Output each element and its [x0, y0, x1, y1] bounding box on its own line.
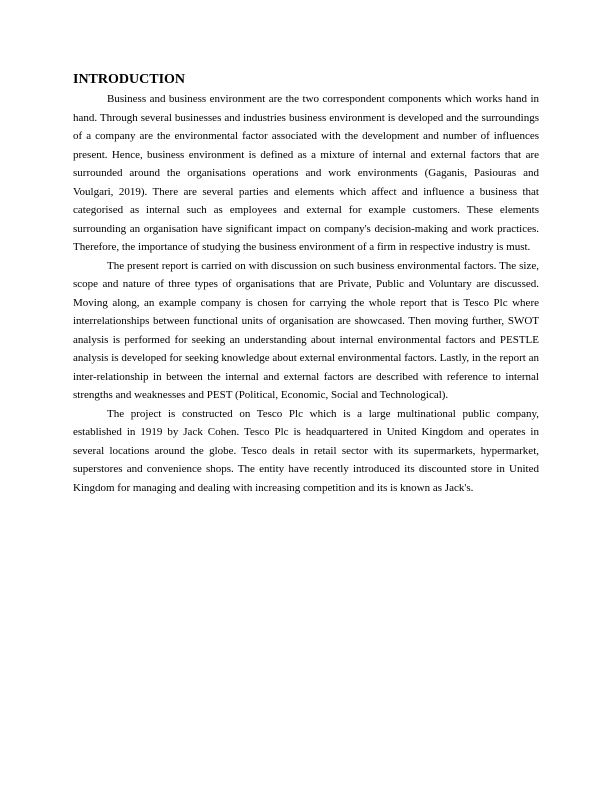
document-body [73, 71, 539, 497]
paragraph-intro: Business and business environment are the two correspondent components which works hand in hand. Through several businesses and industries business environment is developed and the surroundings of a company are the environmental factor associated with the development and number of influences present. Hence, business environment is defined as a mixture of internal and external factors that are surrounded around the organisations operations and work environments (Gaganis, Pasiouras and Voulgari, 2019). There are several parties and elements which affect and influence a business that categorised as internal such as employees and external for example customers. These elements surrounding an organisation have significant impact on company's decision-making and work practices. Therefore, the importance of studying the business environment of a firm in respective industry is must. [73, 93, 539, 253]
section-heading: INTRODUCTION [73, 72, 186, 87]
paragraph-report-scope: The present report is carried on with discussion on such business environmental factors. The size, scope and nature of three types of organisations that are Private, Public and Voluntary are discussed. Moving along, an example company is chosen for carrying the whole report that is Tesco Plc where interrelationships between functional units of organisation are showcased. Then moving further, SWOT analysis is performed for seeking an understanding about internal environmental factors and PESTLE analysis is developed for seeking knowledge about external environmental factors. Lastly, in the report an inter-relationship in between the internal and external factors are described with reference to internal strengths and weaknesses and PEST (Political, Economic, Social and Technological). [73, 259, 539, 401]
paragraph-company-overview: The project is constructed on Tesco Plc which is a large multinational public company, established in 1919 by Jack Cohen. Tesco Plc is headquartered in United Kingdom and operates in several locations around the globe. Tesco deals in retail sector with its supermarkets, hypermarket, superstores and convenience shops. The entity have recently introduced its discounted store in United Kingdom for managing and dealing with increasing competition and its is known as Jack's. [73, 407, 539, 494]
